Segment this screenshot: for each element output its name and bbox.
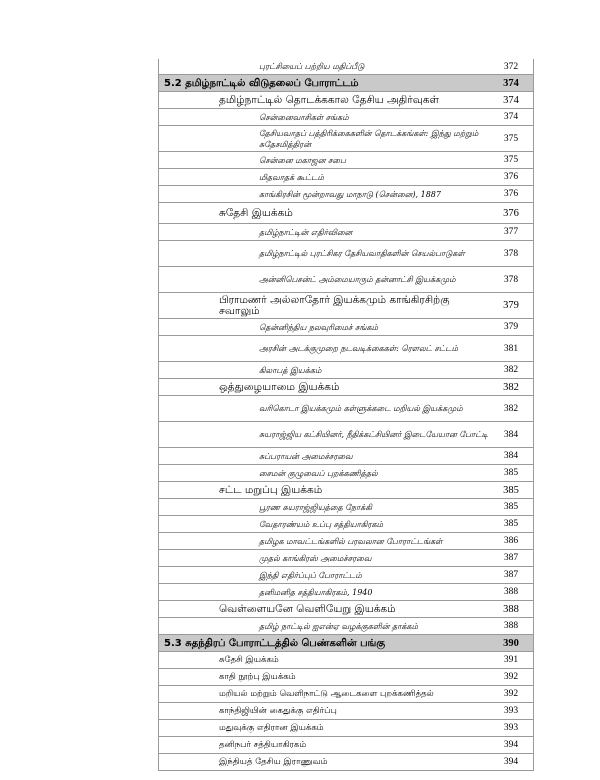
toc-entry-row: [159, 651, 533, 668]
toc-entry-row: [159, 395, 533, 421]
toc-entry-title: தென்னிந்திய நலவுரிமைச் சங்கம்: [259, 322, 379, 332]
toc-page-number: 384: [503, 429, 519, 440]
toc-entry-row: [159, 600, 533, 617]
toc-page-number: 378: [503, 248, 519, 259]
toc-entry-title: மதுவுக்கு எதிரான இயக்கம்: [219, 722, 324, 733]
toc-entry-row: [159, 481, 533, 498]
toc-page-number: 381: [503, 343, 519, 354]
toc-entry-row: [159, 736, 533, 753]
toc-entry-title: சென்னைவாசிகள் சங்கம்: [259, 112, 349, 122]
toc-page-number: 382: [503, 365, 519, 375]
toc-entry-title: தமிழ்நாட்டின் எதிர்வினை: [259, 227, 353, 237]
toc-page-number: 374: [503, 112, 519, 122]
toc-page-number: 388: [503, 621, 519, 631]
toc-entry-title: 5.3 சுதந்திரப் போராட்டத்தில் பெண்களின் பங்கு: [164, 637, 386, 649]
toc-entry-title: வேதாரண்யம் உப்பு சத்தியாகிரகம்: [259, 519, 384, 529]
toc-entry-row: [159, 108, 533, 125]
toc-entry-row: [159, 515, 533, 532]
toc-entry-title: தமிழ்நாட்டில் புரட்சிகர தேசியவாதிகளின் செயல்பாடுகள்: [259, 249, 465, 258]
toc-entry-title: சுப்பராயன் அமைச்சரவை: [259, 451, 353, 461]
toc-page-number: 384: [503, 451, 519, 461]
toc-entry-title: தமிழ்நாட்டில் தொடக்ககால தேசிய அதிர்வுகள்: [219, 93, 440, 106]
toc-entry-row: [159, 447, 533, 464]
toc-entry-title: காங்கிரசின் மூன்றாவது மாநாடு (சென்னை), 1887: [259, 189, 441, 199]
toc-page-number: 382: [503, 381, 519, 393]
toc-entry-title: கிலாபத் இயக்கம்: [259, 365, 322, 375]
toc-entry-title: சுதேசி இயக்கம்: [219, 206, 293, 219]
toc-page-number: 387: [503, 553, 519, 563]
toc-entry-row: [159, 566, 533, 583]
toc-entry-title: முதல் காங்கிரஸ் அமைச்சரவை: [259, 553, 372, 563]
toc-page-number: 391: [503, 655, 519, 665]
toc-entry-row: [159, 185, 533, 202]
toc-entry-row: [159, 335, 533, 361]
toc-page-number: 376: [503, 189, 519, 199]
toc-entry-title: காதி நூற்பு இயக்கம்: [219, 671, 296, 682]
toc-entry-title: தேசியவாதப் பத்திரிக்கைகளின் தொடக்கங்கள்: இந்து மற்றும் சுதேசமித்திரன்: [259, 128, 479, 149]
toc-entry-row: [159, 240, 533, 266]
toc-page-number: 385: [503, 502, 519, 512]
toc-entry-title: இந்தியத் தேசிய இராணுவம்: [219, 756, 328, 767]
toc-entry-row: [159, 617, 533, 634]
toc-entry-title: மிதவாதக் கூட்டம்: [259, 172, 324, 182]
toc-entry-title: அன்னிபெசன்ட் அம்மையாரும் தன்னாட்சி இயக்கமும்: [259, 275, 456, 284]
toc-entry-row: [159, 168, 533, 185]
toc-entry-row: [159, 202, 533, 223]
toc-entry-row: [159, 549, 533, 566]
toc-page-number: 385: [503, 468, 519, 478]
toc-entry-row: [159, 498, 533, 515]
toc-entry-title: காந்திஜியின் கைதுக்கு எதிர்ப்பு: [219, 705, 337, 716]
toc-entry-title: இந்தி எதிர்ப்புப் போராட்டம்: [259, 570, 362, 580]
toc-section-row: [159, 74, 533, 91]
toc-entry-title: 5.2 தமிழ்நாட்டில் விடுதலைப் போராட்டம்: [164, 77, 359, 89]
toc-entry-row: [159, 292, 533, 318]
toc-page-number: 392: [503, 672, 519, 682]
toc-page-number: 394: [503, 757, 519, 767]
toc-page-number: 375: [503, 133, 519, 144]
toc-entry-title: சைமன் குழுவைப் புறக்கணித்தல்: [259, 468, 378, 478]
toc-entry-title: வெள்ளையனே வெளியேறு இயக்கம்: [219, 602, 396, 615]
toc-entry-title: தமிழ் நாட்டில் ஐஎன்ஏ வழக்குகளின் தாக்கம்: [259, 621, 419, 631]
toc-page-number: 382: [503, 403, 519, 414]
toc-entry-title: சென்னை மகாஜன சபை: [259, 155, 346, 165]
toc-page-number: 378: [503, 274, 519, 285]
toc-entry-row: [159, 151, 533, 168]
toc-page-number: 375: [503, 155, 519, 165]
toc-entry-row: [159, 685, 533, 702]
toc-entry-row: [159, 668, 533, 685]
toc-entry-row: [159, 421, 533, 447]
toc-page-number: 376: [503, 207, 519, 219]
toc-page-number: 372: [503, 61, 519, 72]
toc-page-number: 392: [503, 689, 519, 699]
toc-entry-row: [159, 719, 533, 736]
toc-entry-title: சுயராஜ்ஜிய கட்சியினர், நீதிக்கட்சியினர் இடையேயான போட்டி: [259, 430, 488, 439]
toc-entry-row: [159, 266, 533, 292]
toc-entry-row: [159, 361, 533, 378]
toc-entry-title: பூரண சுயராஜ்ஜியத்தை நோக்கி: [259, 502, 372, 512]
toc-entry-row: [159, 753, 533, 770]
toc-entry-row: [159, 91, 533, 108]
toc-page-number: 393: [503, 723, 519, 733]
toc-page-number: 374: [503, 77, 519, 89]
toc-entry-title: பிராமணர் அல்லாதோர் இயக்கமும் காங்கிரசிற்கு சவாலும்: [219, 293, 450, 317]
toc-entry-title: புரட்சியைப் பற்றிய மதிப்பீடு: [259, 62, 365, 71]
toc-page-number: 385: [503, 519, 519, 529]
toc-entry-title: சுதேசி இயக்கம்: [219, 654, 279, 665]
toc-page-number: 390: [503, 637, 519, 649]
table-of-contents: [158, 59, 534, 771]
toc-page-number: 388: [503, 603, 519, 615]
toc-entry-row: [159, 583, 533, 600]
toc-page-number: 393: [503, 706, 519, 716]
toc-page-number: 394: [503, 740, 519, 750]
toc-entry-row: [159, 702, 533, 719]
toc-entry-title: ஒத்துழையாமை இயக்கம்: [219, 380, 340, 393]
toc-entry-title: சட்ட மறுப்பு இயக்கம்: [219, 483, 323, 496]
toc-entry-row: [159, 59, 533, 74]
toc-entry-row: [159, 223, 533, 240]
toc-entry-title: தமிழக மாவட்டங்களில் பரவலான போராட்டங்கள்: [259, 536, 443, 546]
toc-page-number: 376: [503, 172, 519, 182]
toc-page-number: 379: [503, 300, 519, 311]
toc-entry-title: மறியல் மற்றும் வெளிநாட்டு ஆடைகளை புறக்கணித்தல்: [219, 688, 434, 699]
toc-section-row: [159, 634, 533, 651]
toc-entry-row: [159, 532, 533, 549]
toc-entry-row: [159, 464, 533, 481]
toc-entry-title: அரசின் அடக்குமுறை நடவடிக்கைகள்: ரௌலட் சட்டம்: [259, 344, 459, 353]
toc-entry-title: தனிமனித சத்தியாகிரகம், 1940: [259, 587, 373, 597]
toc-page-number: 387: [503, 570, 519, 580]
toc-entry-row: [159, 378, 533, 395]
toc-entry-title: தனிநபர் சத்தியாகிரகம்: [219, 739, 307, 750]
toc-entry-row: [159, 125, 533, 151]
toc-page-number: 386: [503, 536, 519, 546]
toc-page-number: 379: [503, 322, 519, 332]
toc-entry-row: [159, 318, 533, 335]
toc-page-number: 385: [503, 484, 519, 496]
toc-page-number: 377: [503, 227, 519, 237]
toc-page-number: 374: [503, 94, 519, 106]
toc-page-number: 388: [503, 587, 519, 597]
toc-entry-title: வரிகொடா இயக்கமும் கள்ளுக்கடை மறியல் இயக்கமும்: [259, 404, 463, 413]
